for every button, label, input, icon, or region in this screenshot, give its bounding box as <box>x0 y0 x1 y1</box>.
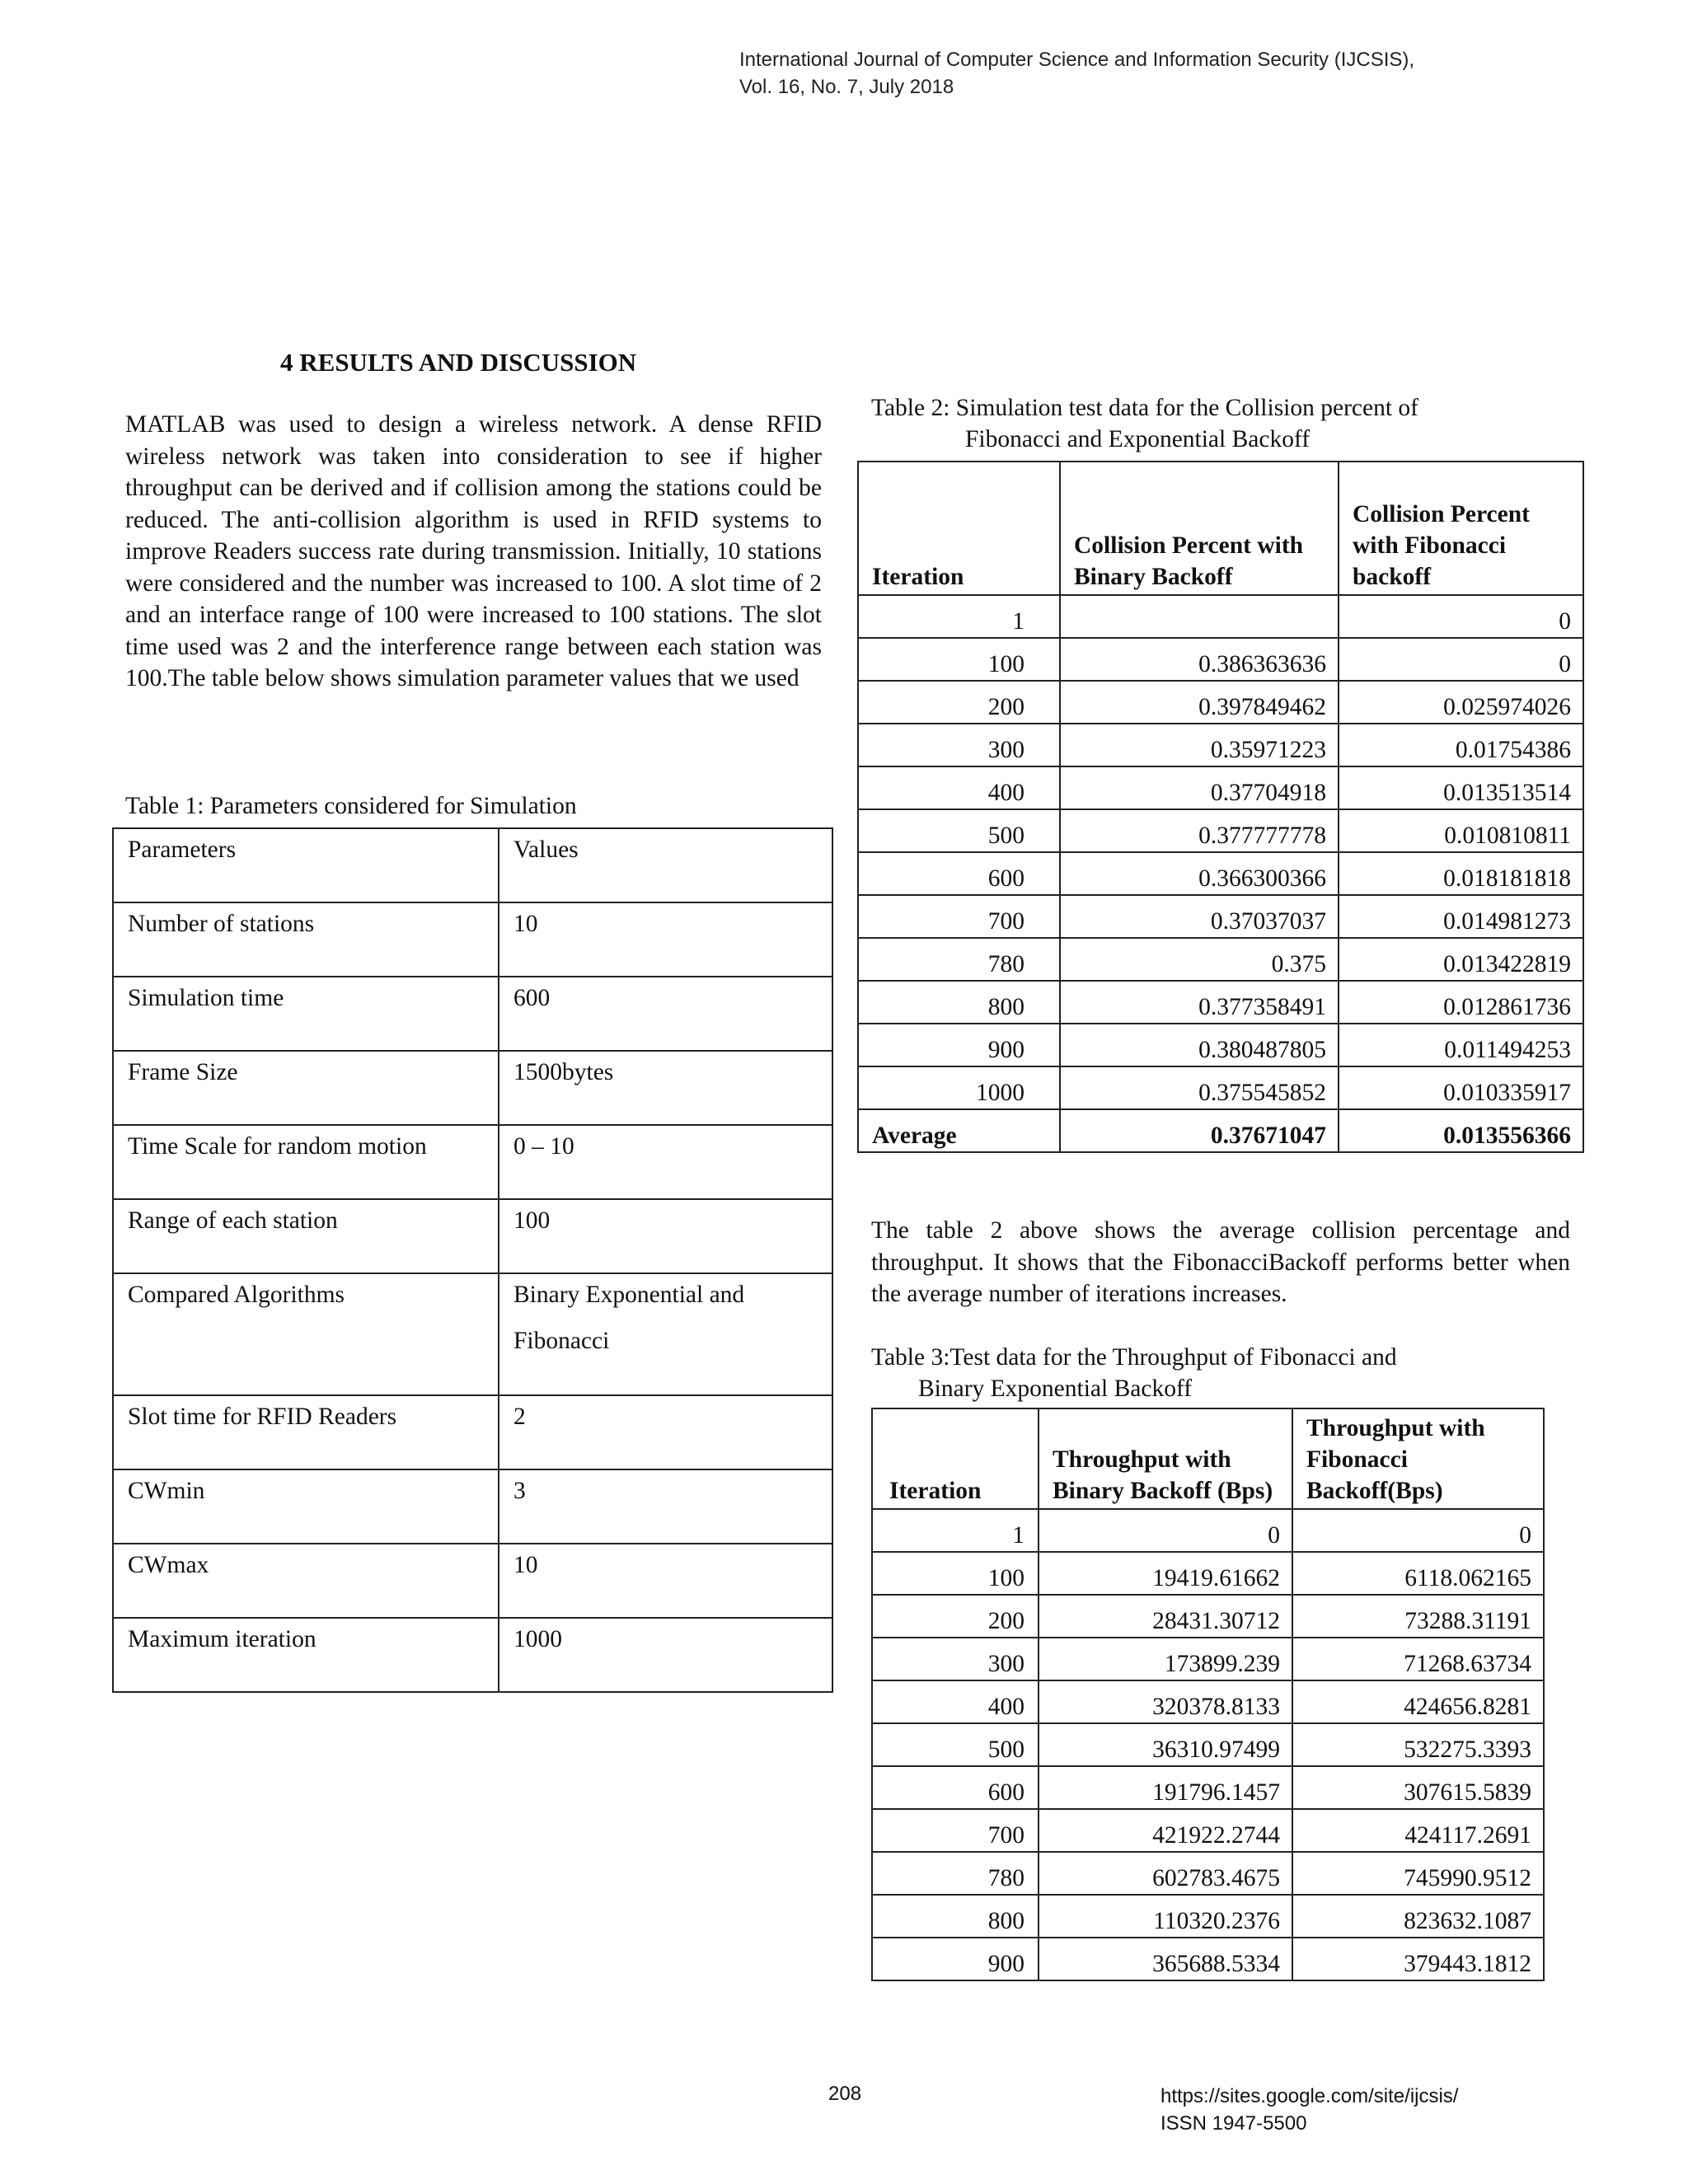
table-cell: Compared Algorithms <box>113 1273 499 1395</box>
table-cell <box>499 1273 832 1395</box>
intro-paragraph: MATLAB was used to design a wireless network. A dense RFID wireless network was taken into consideration to see if higher throughput can be derived and if collision among the stations could be reduced. The anti-collision algorithm is used in RFID systems to improve Readers success rate during transmission. Initially, 10 stations were considered and the number was increased to 100. A slot time of 2 and an interface range of 100 were increased to 100 stations. The slot time used was 2 and the interference range between each station was 100.The table below shows simulation parameter values that we used <box>125 411 822 691</box>
table-cell: 173899.239 <box>1039 1638 1292 1680</box>
discussion-paragraph: The table 2 above shows the average collision percentage and throughput. It shows that the FibonacciBackoff performs better when the average number of iterations increases. <box>871 1217 1570 1307</box>
table-cell: 1 <box>858 595 1060 638</box>
table-cell: 600 <box>499 977 832 1051</box>
table2-caption-line1: Table 2: Simulation test data for the Collision percent of <box>871 395 1418 421</box>
table-cell: Values <box>499 828 832 902</box>
table-row <box>858 1024 1583 1066</box>
table-cell: 800 <box>872 1895 1039 1938</box>
table3-caption-line2: Binary Exponential Backoff <box>918 1376 1193 1402</box>
table-cell: 1000 <box>499 1618 832 1692</box>
table-cell: 0.377358491 <box>1060 981 1339 1024</box>
table-cell: 0.37037037 <box>1060 895 1339 938</box>
table-cell: 0.375 <box>1060 938 1339 981</box>
table-cell: 365688.5334 <box>1039 1938 1292 1980</box>
table-cell: 745990.9512 <box>1292 1852 1544 1895</box>
table-cell: 700 <box>872 1809 1039 1852</box>
table-row <box>872 1809 1544 1852</box>
table-cell <box>1060 595 1339 638</box>
table-cell: 602783.4675 <box>1039 1852 1292 1895</box>
table-cell: Frame Size <box>113 1051 499 1125</box>
journal-header-line2: Vol. 16, No. 7, July 2018 <box>739 76 954 98</box>
table-cell: 900 <box>872 1938 1039 1980</box>
table-cell: 0.37704918 <box>1060 766 1339 809</box>
table-cell: 300 <box>858 724 1060 766</box>
table-cell: 3 <box>499 1469 832 1544</box>
table-header-row <box>858 462 1583 595</box>
table-cell: 0.397849462 <box>1060 681 1339 724</box>
table-cell: 100 <box>858 638 1060 681</box>
table-row <box>113 1051 832 1125</box>
column-header: Collision Percent with Binary Backoff <box>1060 462 1339 595</box>
table2-caption <box>871 392 1418 455</box>
table2-caption-line2: Fibonacci and Exponential Backoff <box>965 426 1311 452</box>
table-row <box>113 1395 832 1469</box>
table-cell: 600 <box>858 852 1060 895</box>
table-cell: 0.386363636 <box>1060 638 1339 681</box>
table-cell: 0.013556366 <box>1339 1109 1583 1152</box>
table-cell: 200 <box>858 681 1060 724</box>
table-cell: 500 <box>872 1723 1039 1766</box>
table-average-row <box>858 1109 1583 1152</box>
table-cell: 0.35971223 <box>1060 724 1339 766</box>
table-row <box>113 1618 832 1692</box>
table-row <box>858 981 1583 1024</box>
table-cell: CWmax <box>113 1544 499 1618</box>
table-cell: 0 <box>1292 1509 1544 1552</box>
table-cell: 19419.61662 <box>1039 1552 1292 1595</box>
table-cell: 424656.8281 <box>1292 1680 1544 1723</box>
table3-throughput <box>871 1408 1545 1981</box>
table-cell: 0.018181818 <box>1339 852 1583 895</box>
table-cell: 400 <box>858 766 1060 809</box>
table-cell: 0.011494253 <box>1339 1024 1583 1066</box>
table-cell: 0.375545852 <box>1060 1066 1339 1109</box>
table-row <box>113 902 832 977</box>
cell-line: Binary Exponential and <box>513 1282 745 1308</box>
table-row <box>872 1680 1544 1723</box>
table-row <box>872 1638 1544 1680</box>
table1-parameters <box>112 827 833 1693</box>
table-row <box>872 1723 1544 1766</box>
table-cell: 0 <box>1039 1509 1292 1552</box>
table-row <box>872 1509 1544 1552</box>
table-cell: 320378.8133 <box>1039 1680 1292 1723</box>
table-cell: 0.010810811 <box>1339 809 1583 852</box>
footer-url: https://sites.google.com/site/ijcsis/ <box>1160 2085 1459 2107</box>
table-row <box>113 1125 832 1199</box>
table-row <box>113 1273 832 1395</box>
journal-header <box>739 46 1414 101</box>
table3-caption-line1: Table 3:Test data for the Throughput of Fibonacci and <box>871 1344 1397 1371</box>
table-cell: CWmin <box>113 1469 499 1544</box>
table-cell: 0.013422819 <box>1339 938 1583 981</box>
table-cell: Maximum iteration <box>113 1618 499 1692</box>
table-cell: 191796.1457 <box>1039 1766 1292 1809</box>
table-cell: 0.01754386 <box>1339 724 1583 766</box>
table-cell: Time Scale for random motion <box>113 1125 499 1199</box>
table-row <box>858 938 1583 981</box>
table-cell: 0.012861736 <box>1339 981 1583 1024</box>
table-row <box>858 681 1583 724</box>
table-row <box>872 1552 1544 1595</box>
table-row <box>872 1895 1544 1938</box>
table-row <box>872 1595 1544 1638</box>
table-cell: 0.377777778 <box>1060 809 1339 852</box>
table-cell: 307615.5839 <box>1292 1766 1544 1809</box>
table-cell: 600 <box>872 1766 1039 1809</box>
footer-info <box>1160 2083 1458 2137</box>
table-cell: 1 <box>872 1509 1039 1552</box>
table-row <box>872 1852 1544 1895</box>
table-cell: 110320.2376 <box>1039 1895 1292 1938</box>
table-cell: 823632.1087 <box>1292 1895 1544 1938</box>
table-cell: 100 <box>872 1552 1039 1595</box>
table-cell: Simulation time <box>113 977 499 1051</box>
table-cell: 421922.2744 <box>1039 1809 1292 1852</box>
table-cell: 0.025974026 <box>1339 681 1583 724</box>
table-cell: 28431.30712 <box>1039 1595 1292 1638</box>
table-cell: 73288.31191 <box>1292 1595 1544 1638</box>
table1-caption: Table 1: Parameters considered for Simulation <box>125 793 577 819</box>
table-cell: Slot time for RFID Readers <box>113 1395 499 1469</box>
column-header: Iteration <box>872 1408 1039 1509</box>
cell-line: Fibonacci <box>513 1328 610 1354</box>
table-cell: 71268.63734 <box>1292 1638 1544 1680</box>
table-row <box>872 1938 1544 1980</box>
table-cell: 0 – 10 <box>499 1125 832 1199</box>
column-header: Collision Percent with Fibonacci backoff <box>1339 462 1583 595</box>
table2-collision <box>857 461 1584 1153</box>
table-cell: 900 <box>858 1024 1060 1066</box>
table-cell: 300 <box>872 1638 1039 1680</box>
journal-header-line1: International Journal of Computer Science and Information Security (IJCSIS), <box>739 49 1415 71</box>
table-row <box>113 828 832 902</box>
table-row <box>858 809 1583 852</box>
table-row <box>858 638 1583 681</box>
table-cell: 0 <box>1339 595 1583 638</box>
table-cell: 0.366300366 <box>1060 852 1339 895</box>
table-cell: 0.380487805 <box>1060 1024 1339 1066</box>
table-cell: 500 <box>858 809 1060 852</box>
table-row <box>858 724 1583 766</box>
table-cell: Range of each station <box>113 1199 499 1273</box>
table-cell: 2 <box>499 1395 832 1469</box>
table-cell: 10 <box>499 1544 832 1618</box>
table-cell: 0.37671047 <box>1060 1109 1339 1152</box>
column-header: Throughput with Binary Backoff (Bps) <box>1039 1408 1292 1509</box>
table-cell: 800 <box>858 981 1060 1024</box>
table-cell: 0.014981273 <box>1339 895 1583 938</box>
table-cell: 6118.062165 <box>1292 1552 1544 1595</box>
table-row <box>858 595 1583 638</box>
table-row <box>113 977 832 1051</box>
table3-caption <box>871 1342 1397 1404</box>
table-row <box>113 1199 832 1273</box>
table-cell: 424117.2691 <box>1292 1809 1544 1852</box>
section-title: 4 RESULTS AND DISCUSSION <box>280 348 637 377</box>
table-row <box>858 895 1583 938</box>
table-row <box>872 1766 1544 1809</box>
table-cell: 200 <box>872 1595 1039 1638</box>
table-cell: 700 <box>858 895 1060 938</box>
table-cell: 780 <box>872 1852 1039 1895</box>
table-row <box>113 1544 832 1618</box>
column-header: Iteration <box>858 462 1060 595</box>
table-cell: 400 <box>872 1680 1039 1723</box>
table-row <box>858 852 1583 895</box>
table-row <box>858 1066 1583 1109</box>
table-cell: Average <box>858 1109 1060 1152</box>
table-cell: 10 <box>499 902 832 977</box>
table-cell: Number of stations <box>113 902 499 977</box>
table-cell: 532275.3393 <box>1292 1723 1544 1766</box>
table-cell: 100 <box>499 1199 832 1273</box>
table-cell: 0.010335917 <box>1339 1066 1583 1109</box>
page-number: 208 <box>828 2083 862 2105</box>
table-cell: 36310.97499 <box>1039 1723 1292 1766</box>
column-header: Throughput with Fibonacci Backoff(Bps) <box>1292 1408 1544 1509</box>
table-cell: 1500bytes <box>499 1051 832 1125</box>
table-header-row <box>872 1408 1544 1509</box>
table-cell: 0.013513514 <box>1339 766 1583 809</box>
table-row <box>113 1469 832 1544</box>
table-cell: Parameters <box>113 828 499 902</box>
table-cell: 379443.1812 <box>1292 1938 1544 1980</box>
table-row <box>858 766 1583 809</box>
footer-issn: ISSN 1947-5500 <box>1160 2112 1307 2135</box>
table-cell: 1000 <box>858 1066 1060 1109</box>
table-cell: 780 <box>858 938 1060 981</box>
table-cell: 0 <box>1339 638 1583 681</box>
